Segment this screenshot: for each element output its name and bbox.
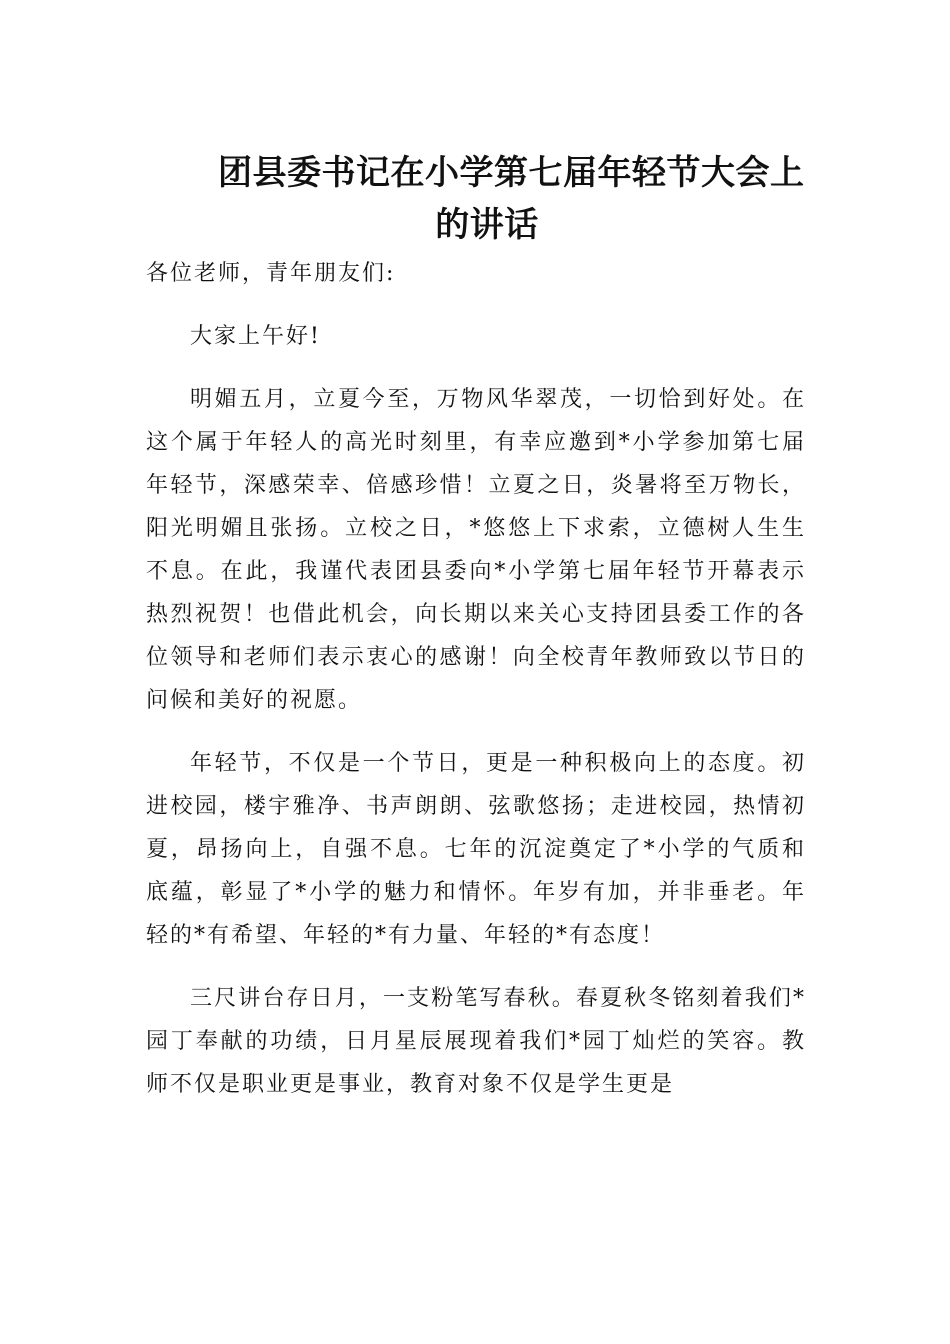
title-line-2: 的讲话 [435,204,539,245]
salutation: 各位老师，青年朋友们: [146,261,396,286]
paragraph-2: 年轻节，不仅是一个节日，更是一种积极向上的态度。初进校园，楼宇雅净、书声朗朗、弦歌悠扬；走进校园，热情初夏，昂扬向上，自强不息。七年的沉淀奠定了*小学的气质和底蕴，彰显了*小学的魅力和情怀。年岁有加，并非垂老。年轻的*有希望、年轻的*有力量、年轻的*有态度！ [146,751,806,948]
title-line-1: 团县委书记在小学第七届年轻节大会上 [218,152,805,193]
document-title [146,147,804,251]
paragraph-1: 明媚五月，立夏今至，万物风华翠茂，一切恰到好处。在这个属于年轻人的高光时刻里，有幸应邀到*小学参加第七届年轻节，深感荣幸、倍感珍惜！立夏之日，炎暑将至万物长，阳光明媚且张扬。立校之日，*悠悠上下求索，立德树人生生不息。在此，我谨代表团县委向*小学第七届年轻节开幕表示热烈祝贺！也借此机会，向长期以来关心支持团县委工作的各位领导和老师们表示衷心的感谢！向全校青年教师致以节日的问候和美好的祝愿。 [146,387,806,713]
document-body [146,252,806,1126]
greeting: 大家上午好! [190,324,321,349]
paragraph-3: 三尺讲台存日月，一支粉笔写春秋。春夏秋冬铭刻着我们*园丁奉献的功绩，日月星辰展现着我们*园丁灿烂的笑容。教师不仅是职业更是事业，教育对象不仅是学生更是 [146,986,806,1097]
